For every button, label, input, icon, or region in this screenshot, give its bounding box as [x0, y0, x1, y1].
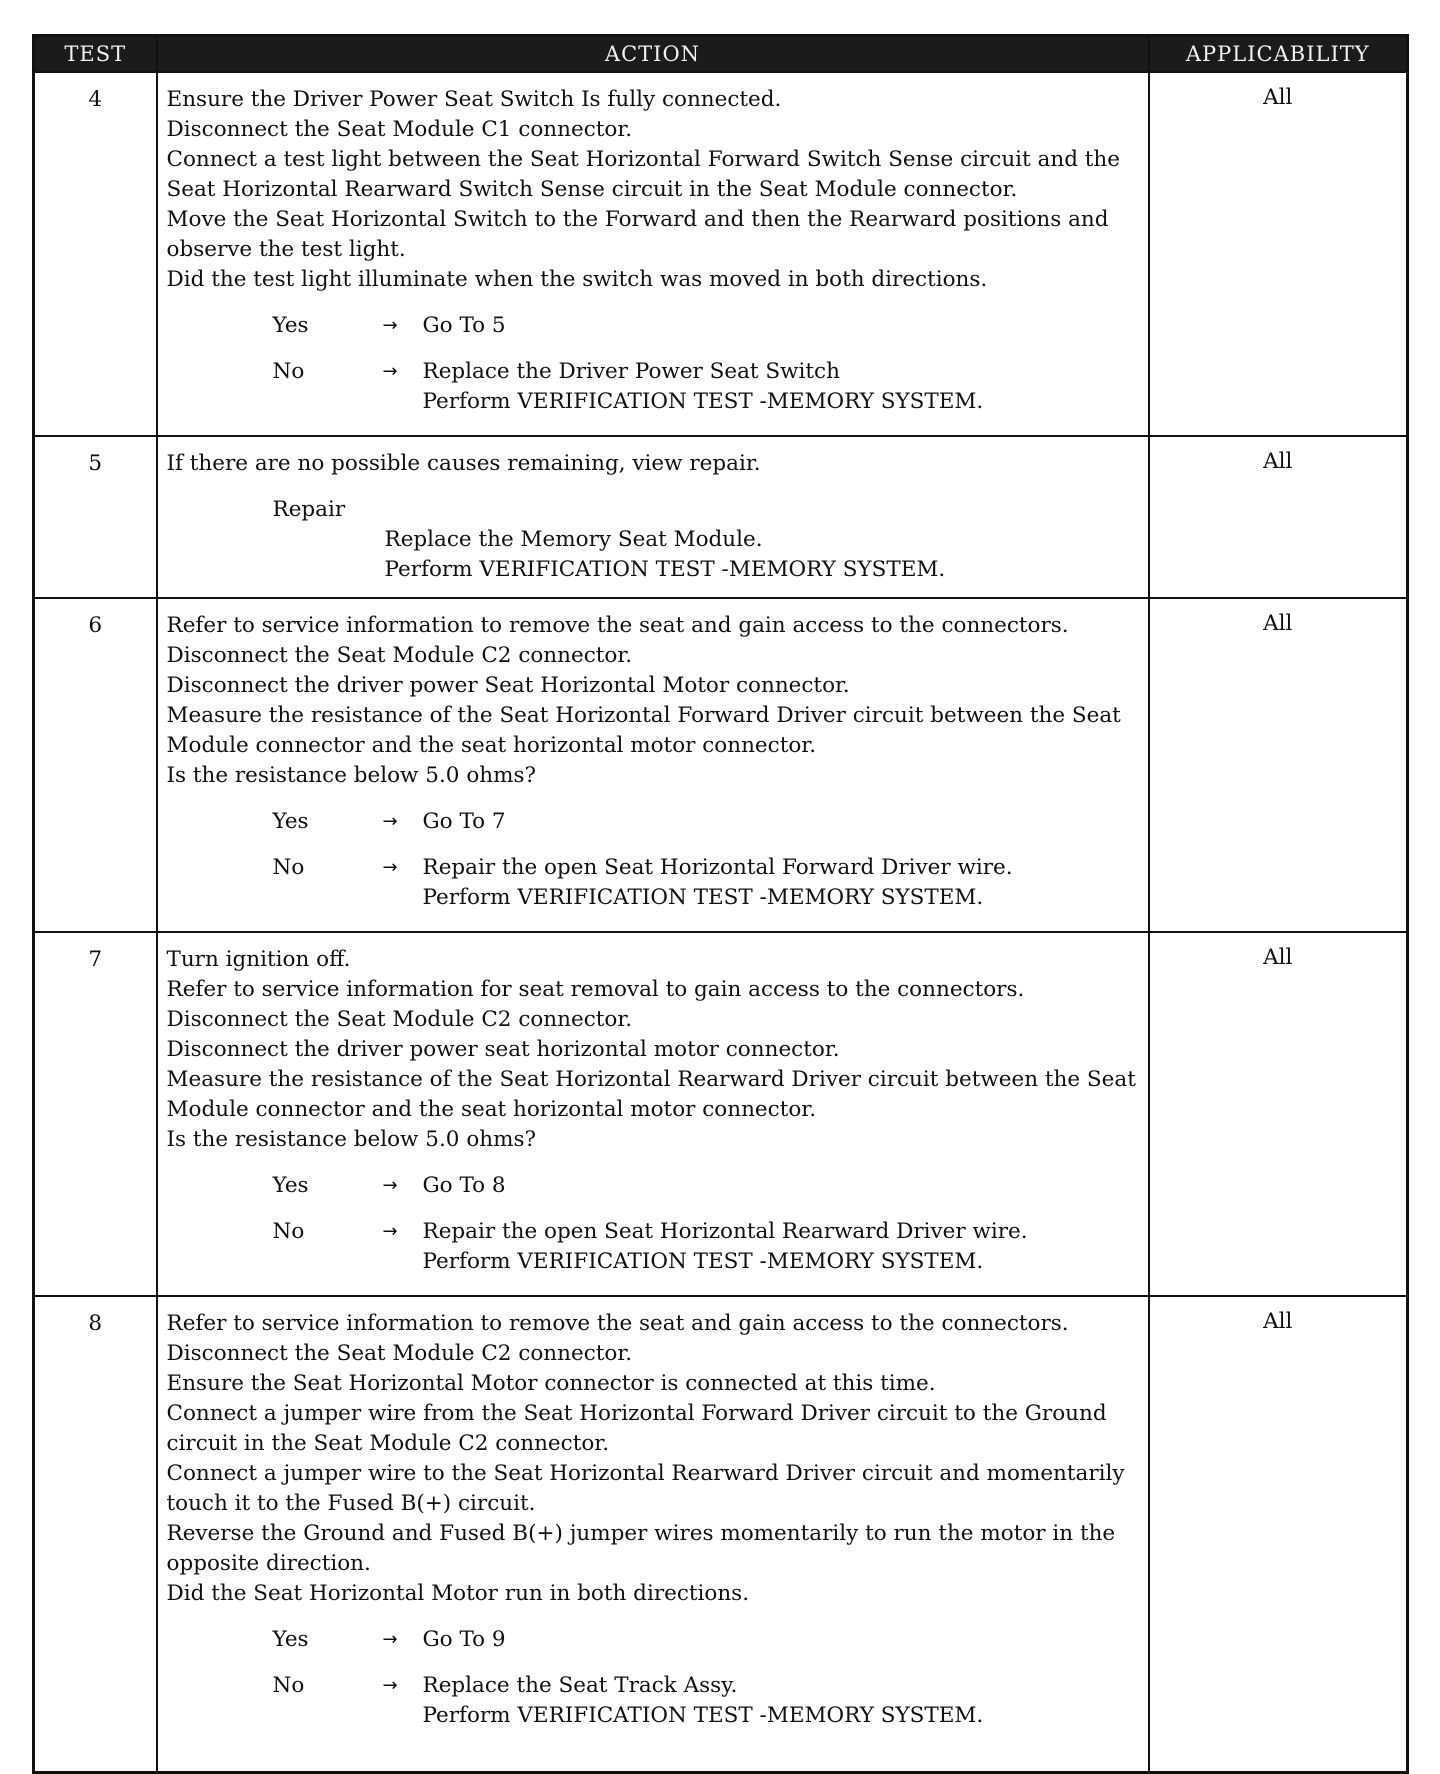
table-row-test-5: [34, 436, 1408, 598]
action-step: If there are no possible causes remaining, view repair.: [166, 451, 761, 476]
test-number: 7: [34, 932, 157, 1296]
repair-line-verification: Perform VERIFICATION TEST -MEMORY SYSTEM.: [384, 557, 946, 582]
table-header: [34, 36, 1408, 73]
no-outcome: [273, 1217, 1140, 1277]
table-row-test-4: [34, 72, 1408, 436]
header-applicability: APPLICABILITY: [1149, 36, 1408, 73]
applicability-value: All: [1149, 72, 1408, 436]
yes-outcome: [273, 1171, 1140, 1201]
yes-outcome: [273, 807, 1140, 837]
arrow-right-icon: →: [382, 1221, 398, 1242]
yes-result: Go To 9: [422, 1627, 506, 1652]
no-outcome: [273, 1671, 1140, 1731]
arrow-right-icon: →: [382, 1629, 398, 1650]
action-step: Turn ignition off.: [166, 947, 351, 972]
test-number: 4: [34, 72, 157, 436]
test-number: 8: [34, 1296, 157, 1772]
no-result: Replace the Seat Track Assy.: [422, 1673, 738, 1698]
header-test: TEST: [34, 36, 157, 73]
header-action: ACTION: [157, 36, 1149, 73]
action-step: Measure the resistance of the Seat Horizontal Rearward Driver circuit between the Seat Module connector and the seat horizontal motor connector.: [166, 1067, 1143, 1122]
action-cell: [157, 1296, 1149, 1772]
arrow-right-icon: →: [382, 811, 398, 832]
yes-result: Go To 8: [422, 1173, 506, 1198]
no-outcome: [273, 853, 1140, 913]
yes-label: Yes: [272, 1173, 309, 1198]
applicability-value: All: [1149, 436, 1408, 598]
action-step: Disconnect the driver power Seat Horizontal Motor connector.: [166, 673, 850, 698]
action-step: Disconnect the Seat Module C1 connector.: [166, 117, 633, 142]
diagnostic-test-table: [32, 34, 1409, 1774]
action-step: Disconnect the Seat Module C2 connector.: [166, 1007, 633, 1032]
no-result-verification: Perform VERIFICATION TEST -MEMORY SYSTEM.: [422, 1703, 984, 1728]
action-step: Did the test light illuminate when the switch was moved in both directions.: [166, 267, 988, 292]
action-step: Refer to service information to remove the seat and gain access to the connectors.: [166, 613, 1069, 638]
applicability-value: All: [1149, 1296, 1408, 1772]
no-result: Repair the open Seat Horizontal Rearward Driver wire.: [422, 1219, 1028, 1244]
arrow-right-icon: →: [382, 1175, 398, 1196]
no-label: No: [272, 1219, 305, 1244]
no-label: No: [272, 855, 305, 880]
yes-outcome: [273, 1625, 1140, 1655]
action-step: Reverse the Ground and Fused B(+) jumper wires momentarily to run the motor in the opposite direction.: [166, 1521, 1122, 1576]
test-number: 5: [34, 436, 157, 598]
yes-label: Yes: [272, 809, 309, 834]
action-step: Refer to service information for seat removal to gain access to the connectors.: [166, 977, 1025, 1002]
no-result: Repair the open Seat Horizontal Forward Driver wire.: [422, 855, 1013, 880]
action-cell: [157, 932, 1149, 1296]
action-step: Is the resistance below 5.0 ohms?: [166, 763, 537, 788]
table-row-test-8: [34, 1296, 1408, 1772]
applicability-value: All: [1149, 598, 1408, 932]
action-step: Disconnect the driver power seat horizontal motor connector.: [166, 1037, 840, 1062]
no-outcome: [273, 357, 1140, 417]
action-step: Connect a jumper wire from the Seat Horizontal Forward Driver circuit to the Ground circuit in the Seat Module C2 connector.: [166, 1401, 1114, 1456]
repair-line: Replace the Memory Seat Module.: [384, 527, 763, 552]
diagnostic-page: [32, 34, 1406, 1774]
arrow-right-icon: →: [382, 1675, 398, 1696]
action-step: Disconnect the Seat Module C2 connector.: [166, 643, 633, 668]
no-label: No: [272, 359, 305, 384]
no-result-verification: Perform VERIFICATION TEST -MEMORY SYSTEM.: [422, 1249, 984, 1274]
action-step: Connect a test light between the Seat Horizontal Forward Switch Sense circuit and the Seat Horizontal Rearward Switch Sense circuit in the Seat Module connector.: [166, 147, 1127, 202]
action-step: Connect a jumper wire to the Seat Horizontal Rearward Driver circuit and momentarily touch it to the Fused B(+) circuit.: [166, 1461, 1132, 1516]
action-step: Ensure the Seat Horizontal Motor connector is connected at this time.: [166, 1371, 936, 1396]
applicability-value: All: [1149, 932, 1408, 1296]
yes-label: Yes: [272, 1627, 309, 1652]
repair-label: Repair: [272, 497, 346, 522]
no-result-verification: Perform VERIFICATION TEST -MEMORY SYSTEM.: [422, 389, 984, 414]
yes-outcome: [273, 311, 1140, 341]
arrow-right-icon: →: [382, 315, 398, 336]
table-row-test-6: [34, 598, 1408, 932]
action-step: Ensure the Driver Power Seat Switch Is fully connected.: [166, 87, 782, 112]
action-step: Disconnect the Seat Module C2 connector.: [166, 1341, 633, 1366]
action-step: Did the Seat Horizontal Motor run in both directions.: [166, 1581, 750, 1606]
action-step: Refer to service information to remove the seat and gain access to the connectors.: [166, 1311, 1069, 1336]
no-result-verification: Perform VERIFICATION TEST -MEMORY SYSTEM.: [422, 885, 984, 910]
table-row-test-7: [34, 932, 1408, 1296]
yes-result: Go To 7: [422, 809, 506, 834]
action-step: Is the resistance below 5.0 ohms?: [166, 1127, 537, 1152]
action-cell: [157, 72, 1149, 436]
arrow-right-icon: →: [382, 361, 398, 382]
no-label: No: [272, 1673, 305, 1698]
yes-result: Go To 5: [422, 313, 506, 338]
test-number: 6: [34, 598, 157, 932]
action-cell: [157, 436, 1149, 598]
action-step: Measure the resistance of the Seat Horizontal Forward Driver circuit between the Seat Module connector and the seat horizontal motor connector.: [166, 703, 1128, 758]
action-cell: [157, 598, 1149, 932]
arrow-right-icon: →: [382, 857, 398, 878]
no-result: Replace the Driver Power Seat Switch: [422, 359, 840, 384]
action-step: Move the Seat Horizontal Switch to the Forward and then the Rearward positions and observe the test light.: [166, 207, 1116, 262]
yes-label: Yes: [272, 313, 309, 338]
